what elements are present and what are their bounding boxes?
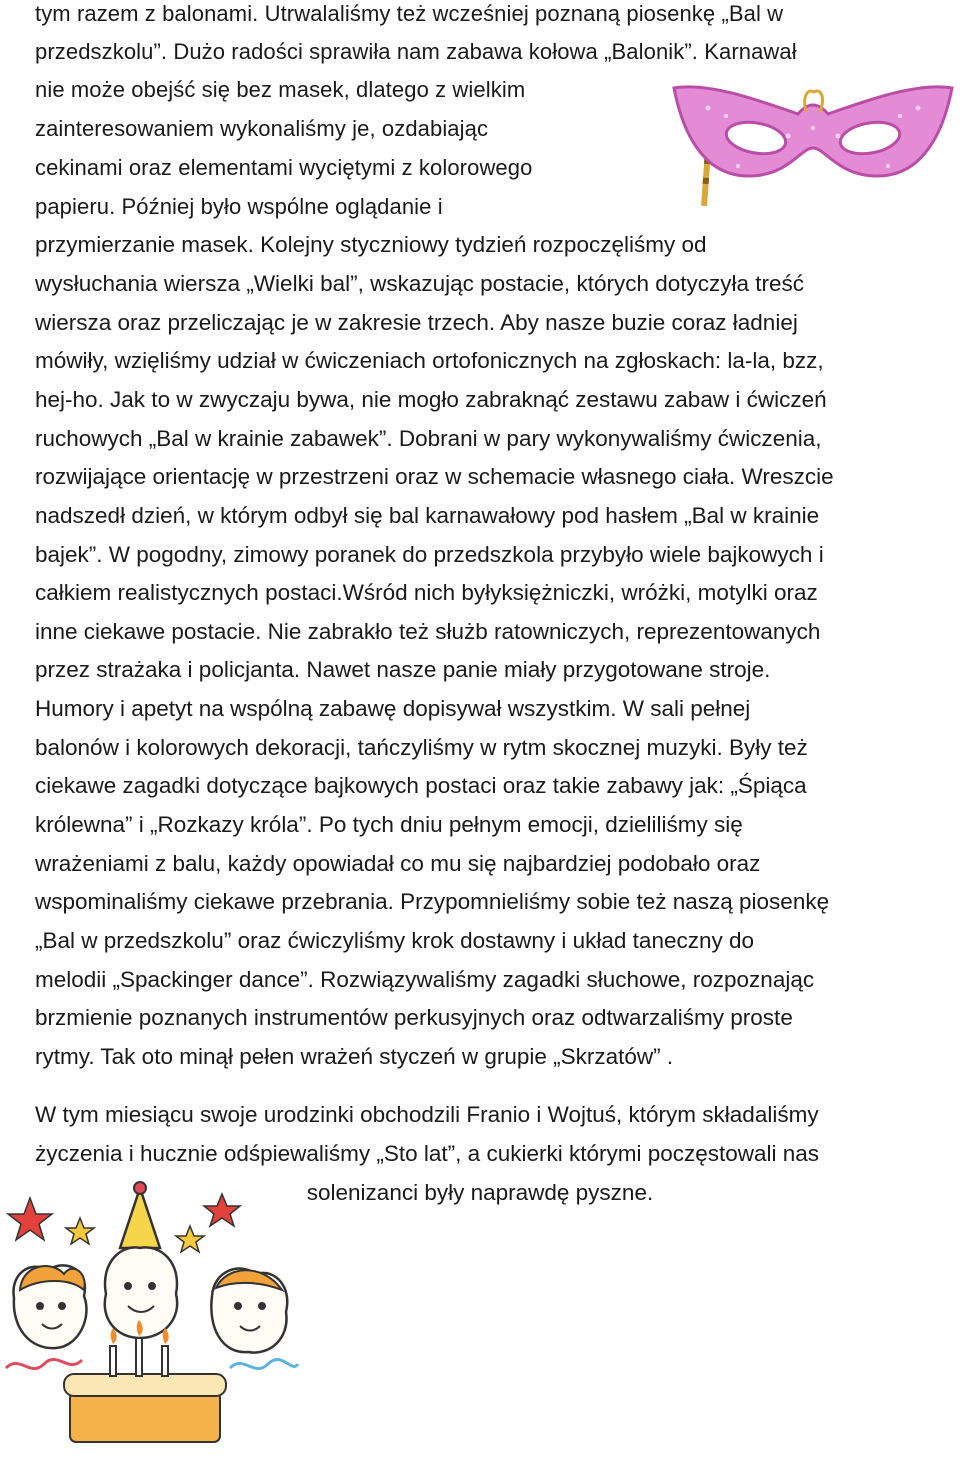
text-line: mówiły, wzięliśmy udział w ćwiczeniach ortofonicznych na zgłoskach: la-la, bzz, — [35, 348, 824, 373]
text-line: hej-ho. Jak to w zwyczaju bywa, nie mogło zabraknąć zestawu zabaw i ćwiczeń — [35, 387, 827, 412]
text-line: wiersza oraz przeliczając je w zakresie trzech. Aby nasze buzie coraz ładniej — [35, 310, 798, 335]
text-line: balonów i kolorowych dekoracji, tańczyliśmy w rytm skocznej muzyki. Były też — [35, 735, 808, 760]
text-line: królewna” i „Rozkazy króla”. Po tych dniu pełnym emocji, dzieliliśmy się — [35, 812, 743, 837]
carnival-mask-image — [668, 78, 958, 208]
text-line: W tym miesiącu swoje urodzinki obchodzili Franio i Wojtuś, którym składaliśmy — [35, 1102, 819, 1127]
text-line: zainteresowaniem wykonaliśmy je, ozdabiając — [35, 116, 489, 141]
text-line: wspominaliśmy ciekawe przebrania. Przypomnieliśmy sobie też naszą piosenkę — [35, 889, 830, 914]
text-line: tym razem z balonami. Utrwalaliśmy też wcześniej poznaną piosenkę „Bal w — [35, 1, 784, 26]
text-line: Humory i apetyt na wspólną zabawę dopisywał wszystkim. W sali pełnej — [35, 696, 751, 721]
text-line: życzenia i hucznie odśpiewaliśmy „Sto lat”, a cukierki którymi poczęstowali nas — [35, 1141, 820, 1166]
text-line: ruchowych „Bal w krainie zabawek”. Dobrani w pary wykonywaliśmy ćwiczenia, — [35, 426, 822, 451]
text-line: przymierzanie masek. Kolejny styczniowy tydzień rozpoczęliśmy od — [35, 232, 707, 257]
text-line: ciekawe zagadki dotyczące bajkowych postaci oraz takie zabawy jak: „Śpiąca — [35, 773, 807, 798]
text-line: nie może obejść się bez masek, dlatego z wielkim — [35, 77, 526, 102]
text-line: przedszkolu”. Dużo radości sprawiła nam zabawa kołowa „Balonik”. Karnawał — [35, 39, 797, 64]
text-line: melodii „Spackinger dance”. Rozwiązywaliśmy zagadki słuchowe, rozpoznając — [35, 967, 815, 992]
text-line: papieru. Później było wspólne oglądanie i — [35, 194, 443, 219]
birthday-party-image — [0, 1178, 300, 1456]
text-line: rozwijające orientację w przestrzeni oraz w schemacie własnego ciała. Wreszcie — [35, 464, 834, 489]
text-line: solenizanci były naprawdę pyszne. — [306, 1180, 654, 1205]
text-line: brzmienie poznanych instrumentów perkusyjnych oraz odtwarzaliśmy proste — [35, 1005, 793, 1030]
text-line: inne ciekawe postacie. Nie zabrakło też służb ratowniczych, reprezentowanych — [35, 619, 821, 644]
text-line: wysłuchania wiersza „Wielki bal”, wskazując postacie, których dotyczyła treść — [35, 271, 805, 296]
text-line: wrażeniami z balu, każdy opowiadał co mu się najbardziej podobało oraz — [35, 851, 761, 876]
text-line: cekinami oraz elementami wyciętymi z kolorowego — [35, 155, 533, 180]
text-line: rytmy. Tak oto minął pełen wrażeń styczeń w grupie „Skrzatów” . — [35, 1044, 674, 1069]
text-line: nadszedł dzień, w którym odbył się bal karnawałowy pod hasłem „Bal w krainie — [35, 503, 820, 528]
text-line: bajek”. W pogodny, zimowy poranek do przedszkola przybyło wiele bajkowych i — [35, 542, 824, 567]
text-line: przez strażaka i policjanta. Nawet nasze panie miały przygotowane stroje. — [35, 657, 771, 682]
text-line: „Bal w przedszkolu” oraz ćwiczyliśmy krok dostawny i układ taneczny do — [35, 928, 755, 953]
text-line: całkiem realistycznych postaci.Wśród nich byłyksiężniczki, wróżki, motylki oraz — [35, 580, 818, 605]
